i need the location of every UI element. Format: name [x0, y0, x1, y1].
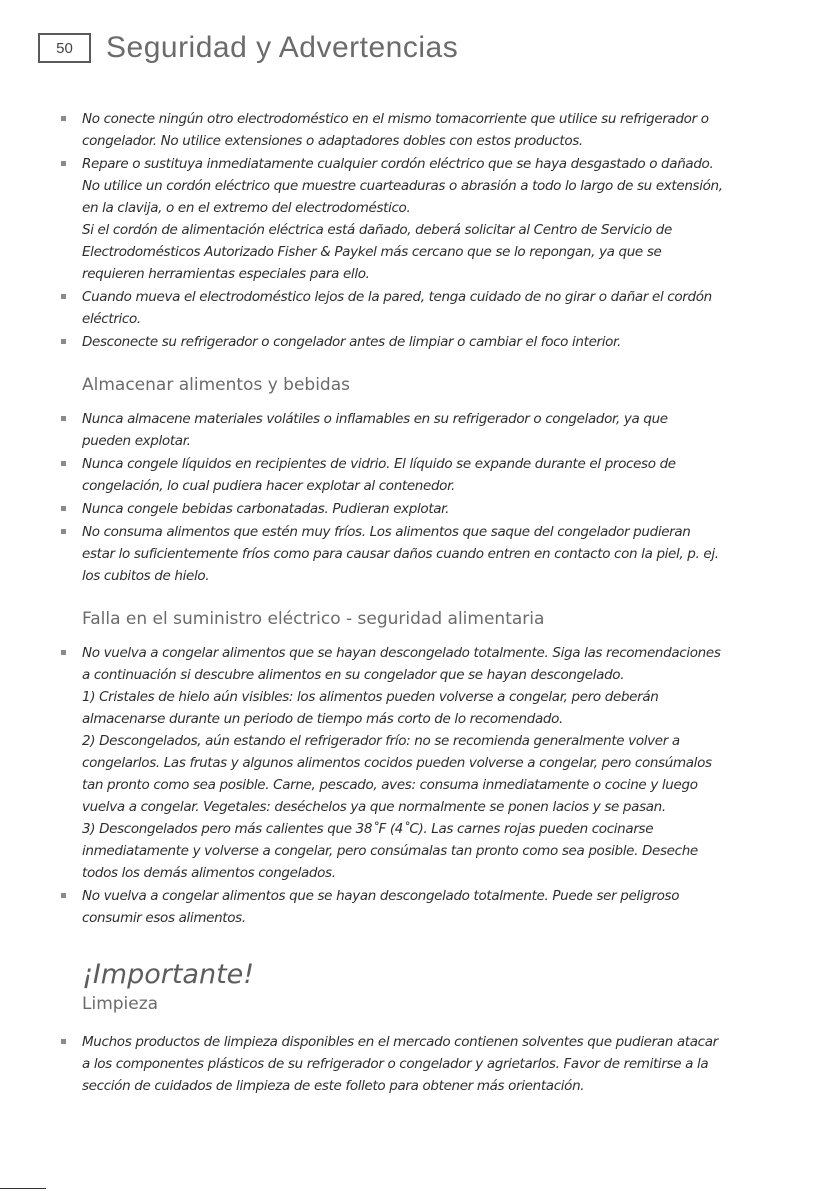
- text-line: congelador. No utilice extensiones o adaptadores dobles con estos productos.: [82, 133, 583, 149]
- text-line: congelarlos. Las frutas y algunos alimentos cocidos pueden volverse a congelar, pero consúmalos: [82, 755, 712, 771]
- text-line: 3) Descongelados pero más calientes que 38˚F (4˚C). Las carnes rojas pueden cocinarse: [82, 821, 654, 837]
- list-item-text: [82, 153, 790, 285]
- text-line: a continuación si descubre alimentos en su congelador que se hayan descongelado.: [82, 667, 625, 683]
- list-item: [60, 108, 790, 152]
- text-line: consumir esos alimentos.: [82, 910, 246, 926]
- list-item-text: [82, 453, 790, 497]
- text-line: Si el cordón de alimentación eléctrica está dañado, deberá solicitar al Centro de Servicio de: [82, 222, 672, 238]
- page-header: [38, 28, 458, 68]
- list-item-text: [82, 1031, 790, 1097]
- text-line: No utilice un cordón eléctrico que muestre cuarteaduras o abrasión a todo lo largo de su extensión,: [82, 178, 723, 194]
- page-title: Seguridad y Advertencias: [106, 31, 459, 64]
- text-line: Nunca almacene materiales volátiles o inflamables en su refrigerador o congelador, ya que: [82, 411, 668, 427]
- bullet-square-icon: [61, 1039, 66, 1044]
- bullet-square-icon: [61, 650, 66, 655]
- list-item-text: [82, 331, 790, 353]
- text-line: Nunca congele líquidos en recipientes de vidrio. El líquido se expande durante el proceso de: [82, 456, 676, 472]
- text-line: Electrodomésticos Autorizado Fisher & Paykel más cercano que se lo repongan, ya que se: [82, 244, 662, 260]
- text-line: los cubitos de hielo.: [82, 568, 210, 584]
- list-item: [60, 408, 790, 452]
- text-line: No conecte ningún otro electrodoméstico en el mismo tomacorriente que utilice su refrigerador o: [82, 111, 709, 127]
- text-line: todos los demás alimentos congelados.: [82, 865, 336, 881]
- text-line: No vuelva a congelar alimentos que se hayan descongelado totalmente. Puede ser peligroso: [82, 888, 680, 904]
- text-line: Cuando mueva el electrodoméstico lejos de la pared, tenga cuidado de no girar o dañar el cordón: [82, 289, 712, 305]
- bullet-square-icon: [61, 893, 66, 898]
- bullet-list-limpieza: [60, 1031, 790, 1097]
- list-item: [60, 153, 790, 285]
- text-line: tan pronto como sea posible. Carne, pescado, aves: consuma inmediatamente o cocine y luego: [82, 777, 698, 793]
- list-item: [60, 885, 790, 929]
- list-item-text: [82, 408, 790, 452]
- bullet-square-icon: [61, 116, 66, 121]
- text-line: pueden explotar.: [82, 433, 191, 449]
- section-heading-almacenar: Almacenar alimentos y bebidas: [82, 375, 350, 395]
- page-content: [60, 104, 790, 1098]
- list-item-text: [82, 642, 790, 884]
- text-line: Nunca congele bebidas carbonatadas. Pudieran explotar.: [82, 501, 450, 517]
- list-item: [60, 642, 790, 884]
- list-item-text: [82, 521, 790, 587]
- list-item-text: [82, 286, 790, 330]
- bullet-list-falla: [60, 642, 790, 929]
- text-line: 2) Descongelados, aún estando el refrigerador frío: no se recomienda generalmente volver a: [82, 733, 680, 749]
- text-line: sección de cuidados de limpieza de este folleto para obtener más orientación.: [82, 1078, 585, 1094]
- bullet-square-icon: [61, 461, 66, 466]
- list-item: [60, 498, 790, 520]
- list-item: [60, 1031, 790, 1097]
- page-number-box: 50: [38, 33, 91, 63]
- text-line: eléctrico.: [82, 311, 141, 327]
- text-line: 1) Cristales de hielo aún visibles: los alimentos pueden volverse a congelar, pero deberán: [82, 689, 659, 705]
- text-line: No consuma alimentos que estén muy fríos. Los alimentos que saque del congelador pudieran: [82, 524, 691, 540]
- text-line: almacenarse durante un periodo de tiempo más corto de lo recomendado.: [82, 711, 563, 727]
- text-line: Repare o sustituya inmediatamente cualquier cordón eléctrico que se haya desgastado o dañado.: [82, 156, 714, 172]
- text-line: No vuelva a congelar alimentos que se hayan descongelado totalmente. Siga las recomendaciones: [82, 645, 721, 661]
- bullet-list-almacenar: [60, 408, 790, 587]
- bullet-list-general: [60, 108, 790, 353]
- list-item-text: [82, 885, 790, 929]
- footer-rule: [0, 1188, 46, 1189]
- section-heading-limpieza: Limpieza: [82, 994, 159, 1014]
- bullet-square-icon: [61, 339, 66, 344]
- text-line: requieren herramientas especiales para ello.: [82, 266, 370, 282]
- bullet-square-icon: [61, 416, 66, 421]
- bullet-square-icon: [61, 506, 66, 511]
- bullet-square-icon: [61, 161, 66, 166]
- text-line: inmediatamente y volverse a congelar, pero consúmalas tan pronto como sea posible. Deseche: [82, 843, 698, 859]
- list-item: [60, 286, 790, 330]
- list-item: [60, 453, 790, 497]
- text-line: en la clavija, o en el extremo del electrodoméstico.: [82, 200, 411, 216]
- list-item: [60, 331, 790, 353]
- text-line: estar lo suficientemente fríos como para causar daños cuando entren en contacto con la piel, p. ej.: [82, 546, 719, 562]
- text-line: congelación, lo cual pudiera hacer explotar al contenedor.: [82, 478, 455, 494]
- text-line: Desconecte su refrigerador o congelador antes de limpiar o cambiar el foco interior.: [82, 334, 621, 350]
- list-item-text: [82, 108, 790, 152]
- bullet-square-icon: [61, 294, 66, 299]
- text-line: Muchos productos de limpieza disponibles en el mercado contienen solventes que pudieran atacar: [82, 1034, 718, 1050]
- bullet-square-icon: [61, 529, 66, 534]
- section-heading-falla: Falla en el suministro eléctrico - seguridad alimentaria: [82, 609, 545, 629]
- text-line: vuelva a congelar. Vegetales: deséchelos ya que normalmente se ponen lacios y se pasan.: [82, 799, 666, 815]
- list-item: [60, 521, 790, 587]
- important-title: ¡Importante!: [82, 959, 255, 990]
- text-line: a los componentes plásticos de su refrigerador o congelador y agrietarlos. Favor de remitirse a la: [82, 1056, 709, 1072]
- list-item-text: [82, 498, 790, 520]
